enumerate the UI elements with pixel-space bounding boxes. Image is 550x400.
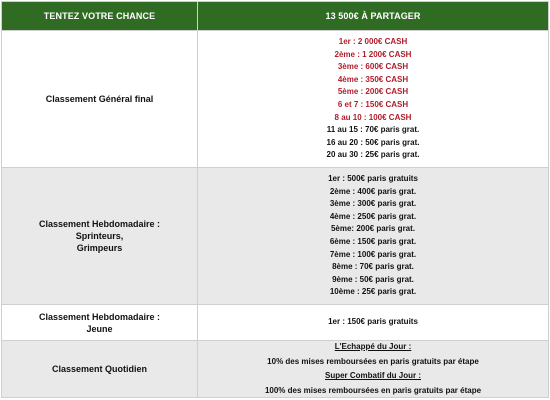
prize-line-heading: L'Echappé du Jour : (334, 342, 412, 351)
prize-line: 4ème : 250€ paris grat. (329, 211, 417, 221)
row-label-weekly-sprint-climb (2, 168, 198, 305)
prize-line: 8 au 10 : 100€ CASH (334, 112, 412, 122)
prize-line: 6 et 7 : 150€ CASH (337, 100, 409, 109)
table-row (2, 31, 549, 168)
row-label-line: Sprinteurs, (75, 231, 124, 241)
prize-line: 1er : 2 000€ CASH (338, 37, 408, 47)
prize-line: 9ème : 50€ paris grat. (332, 274, 414, 284)
row-label-weekly-young (2, 305, 198, 341)
row-label-line: Classement Général final (45, 94, 154, 104)
prize-line: 6ème : 150€ paris grat. (329, 237, 417, 246)
header-right: 13 500€ À PARTAGER (198, 2, 549, 31)
prize-line: 2ème : 400€ paris grat. (329, 186, 417, 196)
prize-line: 11 au 15 : 70€ paris grat. (326, 125, 420, 135)
row-label-daily (2, 341, 198, 398)
prize-line: 5ème : 200€ CASH (337, 87, 409, 97)
prize-line: 3ème : 300€ paris grat. (329, 199, 417, 209)
header-left: TENTEZ VOTRE CHANCE (2, 2, 198, 31)
prize-line: 20 au 30 : 25€ paris grat. (326, 150, 420, 160)
header-row (2, 2, 549, 31)
prize-line: 1er : 150€ paris gratuits (328, 317, 418, 327)
prize-line: 10% des mises remboursées en paris gratuits par étape (267, 356, 479, 366)
prize-line: 8ème : 70€ paris grat. (332, 262, 414, 272)
prize-line: 16 au 20 : 50€ paris grat. (326, 137, 420, 147)
prize-table (1, 1, 549, 398)
prize-line: 7ème : 100€ paris grat. (329, 249, 417, 259)
row-label-line: Jeune (86, 323, 113, 334)
table-row (2, 341, 549, 398)
row-values-general (198, 31, 549, 168)
row-label-line: Classement Quotidien (51, 364, 148, 375)
prize-line: 10ème : 25€ paris grat. (329, 287, 417, 297)
row-label-line: Classement Hebdomadaire : (38, 311, 161, 322)
prize-line-heading: Super Combatif du Jour : (325, 371, 421, 381)
table-row (2, 168, 549, 305)
prize-line: 100% des mises remboursées en paris gratuits par étape (264, 385, 482, 395)
prize-line: 3ème : 600€ CASH (337, 62, 409, 72)
prize-line: 1er : 500€ paris gratuits (328, 174, 418, 184)
row-values-weekly-sprint-climb (198, 168, 549, 305)
table-row (2, 305, 549, 341)
row-label-line: Classement Hebdomadaire : (38, 219, 161, 229)
prize-line: 2ème : 1 200€ CASH (334, 49, 412, 59)
row-values-weekly-young (198, 305, 549, 341)
row-label-line: Grimpeurs (76, 243, 123, 253)
row-label-general (2, 31, 198, 168)
prize-line: 5ème: 200€ paris grat. (330, 224, 416, 234)
row-values-daily (198, 341, 549, 398)
prize-line: 4ème : 350€ CASH (337, 74, 409, 84)
